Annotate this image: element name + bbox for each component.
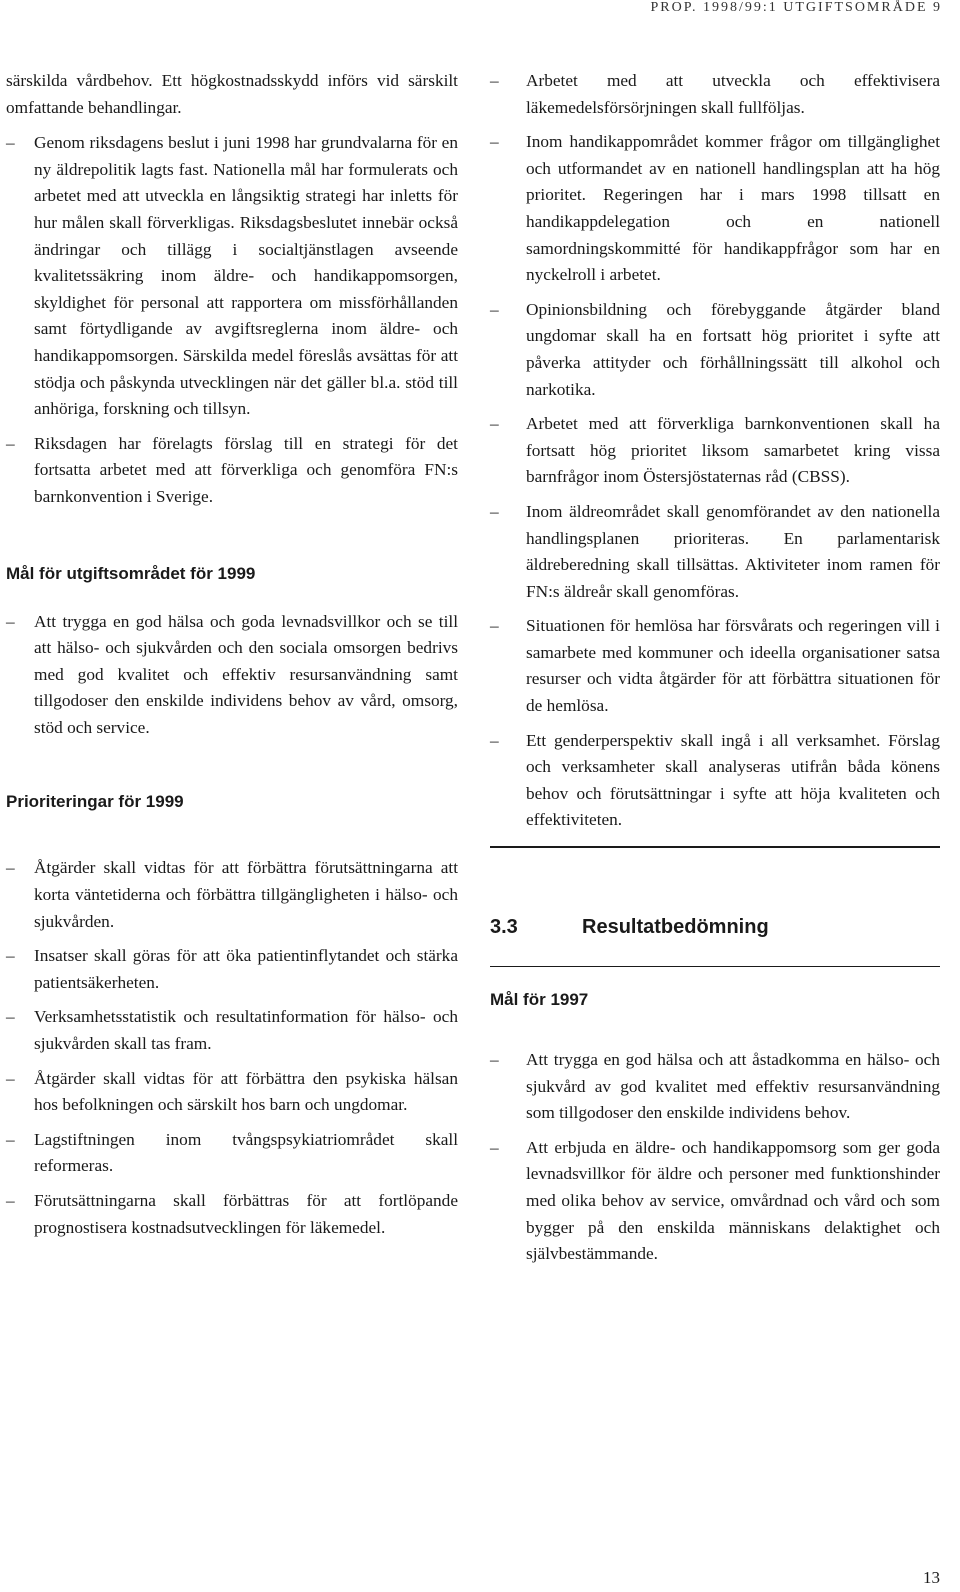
list-item [490, 129, 940, 289]
dash-bullet: – [490, 1050, 499, 1070]
list-item [490, 613, 940, 719]
priorities-heading: Prioriteringar för 1999 [6, 792, 184, 812]
goals-heading: Mål för utgiftsområdet för 1999 [6, 563, 256, 583]
list-item-text: Situationen för hemlösa har försvårats och regeringen vill i samarbete med kommuner och ideella organisationer satsa resurser och vidta åtgärder för att förbättra situationen för de hemlösa. [526, 616, 940, 716]
list-item-text: Åtgärder skall vidtas för att förbättra den psykiska hälsan hos befolkningen och särskilt hos barn och ungdomar. [34, 1068, 458, 1115]
dash-bullet: – [490, 730, 499, 750]
list-item-text: Att trygga en god hälsa och goda levnadsvillkor och se till att hälso- och sjukvården och den sociala omsorgen bedrivs med god kvalitet och effektiv resursanvändning samt tillgodoser den enskilde individens behov av vård, omsorg, stöd och service. [34, 611, 458, 737]
left-column [6, 68, 458, 1249]
section-rule-top [490, 846, 940, 848]
list-item-text: Inom handikappområdet kommer frågor om tillgänglighet och utformandet av en nationell handlingsplan att ha hög prioritet. Regeringen har i mars 1998 tillsatt en handikappdelegation och en nationell samordningskommitté för handikappfrågor som har en nyckelroll i arbetet. [526, 132, 940, 285]
list-item-text: Att erbjuda en äldre- och handikappomsorg som ger goda levnadsvillkor för äldre och personer med funktionshinder med olika behov av service, omvårdnad och vård och som bygger på den enskilda människans delaktighet och självbestämmande. [526, 1137, 940, 1264]
priorities-list [6, 855, 458, 1241]
list-item [6, 855, 458, 935]
list-item-text: Inom äldreområdet skall genomförandet av den nationella handlingsplanen prioriteras. En parlamentarisk äldreberedning skall tillsättas. Aktiviteter inom ramen för FN:s äldreår skall genomföras. [526, 501, 940, 601]
list-item-text: Verksamhetsstatistik och resultatinformation för hälso- och sjukvården skall tas fram. [34, 1007, 458, 1054]
list-item [6, 1127, 458, 1180]
dash-bullet: – [490, 299, 499, 319]
list-item-text: Ett genderperspektiv skall ingå i all verksamhet. Förslag och verksamheter skall analyseras utifrån båda könens behov och förutsättningar i syfte att höja kvaliteten och effektiviteten. [526, 730, 940, 830]
list-item-text: Insatser skall göras för att öka patientinflytandet och stärka patientsäkerheten. [34, 946, 458, 992]
list-item [6, 1066, 458, 1119]
left-top-list [6, 130, 458, 510]
goals-1997-heading: Mål för 1997 [490, 990, 589, 1010]
list-item [6, 1188, 458, 1241]
section-heading [490, 914, 940, 940]
dash-bullet: – [490, 1137, 499, 1157]
list-item [490, 499, 940, 605]
dash-bullet: – [6, 433, 15, 453]
list-item [6, 1004, 458, 1057]
list-item [490, 1135, 940, 1268]
dash-bullet: – [6, 133, 15, 153]
list-item-text: Arbetet med att förverkliga barnkonventionen skall ha fortsatt hög prioritet liksom samarbetet kring vissa barnfrågor inom Östersjöstaternas råd (CBSS). [526, 414, 940, 487]
list-item [490, 1047, 940, 1127]
list-item-text: Genom riksdagens beslut i juni 1998 har grundvalarna för en ny äldrepolitik lagts fast. Nationella mål har formulerats och arbetet med att utveckla en långsiktig strategi har inletts för hur målen skall förverkligas. Riksdagsbeslutet innebär också ändringar och tillägg i socialtjänstlagen avseende kvalitetssäkring inom äldre- och handikappomsorgen, skyldighet för personal att rapportera om missförhållanden samt förtydligande av avgiftsreglerna inom äldre- och handikappomsorgen. Särskilda medel föreslås avsättas för att stödja och påskynda utvecklingen när det gäller bl.a. stöd till anhöriga, forskning och tillsyn. [34, 133, 458, 419]
right-column [490, 68, 940, 1276]
goals-1997-list [490, 1047, 940, 1268]
list-item-text: Arbetet med att utveckla och effektivisera läkemedelsförsörjningen skall fullföljas. [526, 71, 940, 117]
dash-bullet: – [6, 858, 15, 878]
list-item-text: Att trygga en god hälsa och att åstadkomma en hälso- och sjukvård av god kvalitet med effektiv resursanvändning som tillgodoser den enskilde individens behov. [526, 1050, 940, 1123]
list-item [490, 728, 940, 834]
list-item [490, 411, 940, 491]
dash-bullet: – [6, 946, 15, 966]
dash-bullet: – [6, 1007, 15, 1027]
section-number: 3.3 [490, 916, 518, 939]
list-item [6, 431, 458, 511]
page-number: 13 [923, 1568, 940, 1587]
dash-bullet: – [6, 1191, 15, 1210]
section-title: Resultatbedömning [582, 916, 769, 939]
list-item-text: Åtgärder skall vidtas för att förbättra förutsättningarna att korta väntetiderna och förbättra tillgängligheten i hälso- och sjukvården. [34, 858, 458, 931]
dash-bullet: – [490, 71, 499, 90]
dash-bullet: – [490, 414, 499, 434]
list-item [6, 609, 458, 742]
dash-bullet: – [490, 501, 499, 521]
list-item-text: Opinionsbildning och förebyggande åtgärder bland ungdomar skall ha en fortsatt hög prioritet i syfte att påverka attityder och förhållningssätt till alkohol och narkotika. [526, 299, 940, 399]
list-item [490, 68, 940, 121]
running-header: PROP. 1998/99:1 UTGIFTSOMRÅDE 9 [650, 0, 942, 15]
list-item [490, 297, 940, 403]
dash-bullet: – [6, 1068, 15, 1088]
list-item-text: Lagstiftningen inom tvångspsykiatriområdet skall reformeras. [34, 1129, 458, 1176]
list-item-text: Riksdagen har förelagts förslag till en strategi för det fortsatta arbetet med att förverkliga och genomföra FN:s barnkonvention i Sverige. [34, 433, 458, 506]
list-item [6, 130, 458, 423]
section-rule-bottom [490, 966, 940, 967]
dash-bullet: – [490, 616, 499, 636]
dash-bullet: – [490, 132, 499, 152]
list-item-text: Förutsättningarna skall förbättras för att fortlöpande prognostisera kostnadsutvecklingen för läkemedel. [34, 1191, 458, 1237]
right-top-list [490, 68, 940, 834]
dash-bullet: – [6, 1129, 15, 1149]
list-item [6, 943, 458, 996]
continuation-paragraph: särskilda vårdbehov. Ett högkostnadsskydd införs vid särskilt omfattande behandlingar. [6, 71, 458, 117]
goals-list [6, 609, 458, 742]
dash-bullet: – [6, 611, 15, 631]
